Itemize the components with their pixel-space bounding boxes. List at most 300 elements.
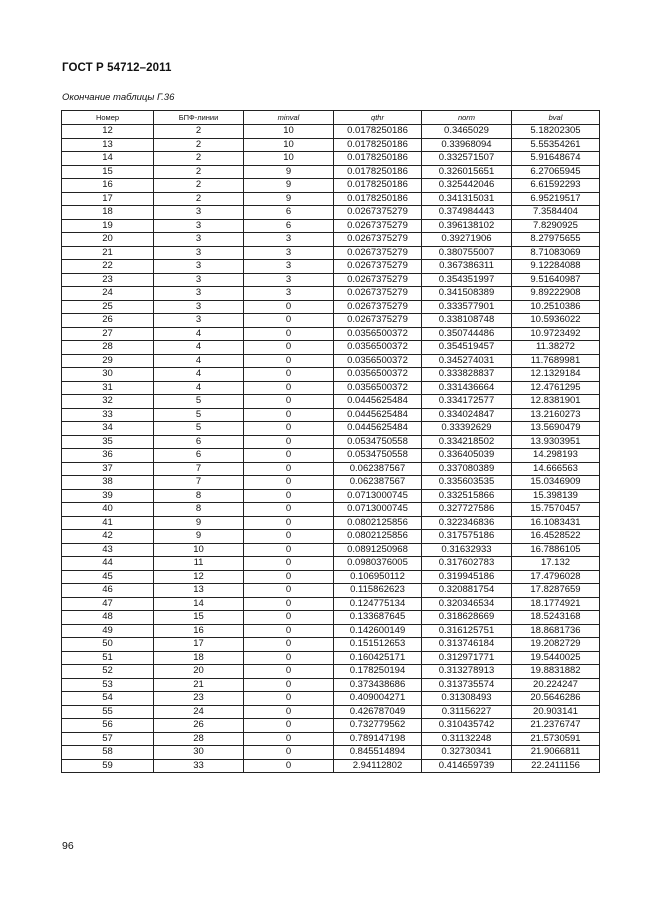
- cell-bval: 20.224247: [512, 678, 600, 692]
- cell-number: 52: [62, 665, 154, 679]
- table-row: [62, 260, 600, 274]
- cell-norm: 0.327727586: [422, 503, 512, 517]
- cell-minval: 3: [244, 233, 334, 247]
- cell-norm: 0.354351997: [422, 273, 512, 287]
- cell-bval: 13.5690479: [512, 422, 600, 436]
- cell-fft-lines: 10: [154, 543, 244, 557]
- cell-qthr: 0.0802125856: [334, 516, 422, 530]
- cell-qthr: 0.0356500372: [334, 341, 422, 355]
- cell-number: 58: [62, 746, 154, 760]
- table-row: [62, 138, 600, 152]
- cell-minval: 0: [244, 489, 334, 503]
- cell-bval: 19.2082729: [512, 638, 600, 652]
- table-row: [62, 732, 600, 746]
- cell-qthr: 0.0980376005: [334, 557, 422, 571]
- cell-norm: 0.3465029: [422, 125, 512, 139]
- cell-number: 27: [62, 327, 154, 341]
- cell-norm: 0.317575186: [422, 530, 512, 544]
- table-row: [62, 327, 600, 341]
- cell-minval: 3: [244, 287, 334, 301]
- cell-number: 59: [62, 759, 154, 773]
- cell-minval: 0: [244, 422, 334, 436]
- cell-bval: 8.71083069: [512, 246, 600, 260]
- cell-bval: 13.2160273: [512, 408, 600, 422]
- cell-bval: 7.3584404: [512, 206, 600, 220]
- header-bval: bval: [512, 111, 600, 125]
- cell-fft-lines: 28: [154, 732, 244, 746]
- cell-qthr: 0.0445625484: [334, 422, 422, 436]
- cell-fft-lines: 2: [154, 192, 244, 206]
- cell-number: 22: [62, 260, 154, 274]
- cell-fft-lines: 2: [154, 179, 244, 193]
- cell-number: 23: [62, 273, 154, 287]
- cell-qthr: 0.0891250968: [334, 543, 422, 557]
- cell-fft-lines: 3: [154, 206, 244, 220]
- cell-norm: 0.31132248: [422, 732, 512, 746]
- cell-norm: 0.319945186: [422, 570, 512, 584]
- cell-minval: 0: [244, 584, 334, 598]
- cell-norm: 0.310435742: [422, 719, 512, 733]
- cell-qthr: 0.409004271: [334, 692, 422, 706]
- table-row: [62, 395, 600, 409]
- cell-norm: 0.33968094: [422, 138, 512, 152]
- cell-number: 55: [62, 705, 154, 719]
- table-row: [62, 435, 600, 449]
- cell-qthr: 0.0534750558: [334, 435, 422, 449]
- table-row: [62, 314, 600, 328]
- cell-number: 18: [62, 206, 154, 220]
- cell-norm: 0.318628669: [422, 611, 512, 625]
- header-minval: minval: [244, 111, 334, 125]
- cell-number: 20: [62, 233, 154, 247]
- cell-fft-lines: 30: [154, 746, 244, 760]
- cell-minval: 9: [244, 179, 334, 193]
- cell-number: 26: [62, 314, 154, 328]
- cell-bval: 17.132: [512, 557, 600, 571]
- cell-norm: 0.332571507: [422, 152, 512, 166]
- cell-number: 50: [62, 638, 154, 652]
- cell-fft-lines: 5: [154, 408, 244, 422]
- cell-bval: 14.666563: [512, 462, 600, 476]
- cell-qthr: 0.0802125856: [334, 530, 422, 544]
- cell-fft-lines: 33: [154, 759, 244, 773]
- cell-bval: 19.8831882: [512, 665, 600, 679]
- cell-number: 35: [62, 435, 154, 449]
- cell-norm: 0.333577901: [422, 300, 512, 314]
- cell-number: 34: [62, 422, 154, 436]
- table-row: [62, 516, 600, 530]
- table-row: [62, 125, 600, 139]
- cell-qthr: 0.0713000745: [334, 489, 422, 503]
- document-id: ГОСТ Р 54712–2011: [62, 62, 172, 74]
- cell-bval: 9.12284088: [512, 260, 600, 274]
- cell-minval: 6: [244, 206, 334, 220]
- cell-number: 38: [62, 476, 154, 490]
- cell-norm: 0.312971771: [422, 651, 512, 665]
- cell-number: 31: [62, 381, 154, 395]
- cell-number: 15: [62, 165, 154, 179]
- cell-fft-lines: 3: [154, 300, 244, 314]
- cell-number: 28: [62, 341, 154, 355]
- table-row: [62, 368, 600, 382]
- header-qthr: qthr: [334, 111, 422, 125]
- cell-minval: 0: [244, 314, 334, 328]
- cell-bval: 17.8287659: [512, 584, 600, 598]
- table-row: [62, 759, 600, 773]
- cell-fft-lines: 24: [154, 705, 244, 719]
- cell-norm: 0.326015651: [422, 165, 512, 179]
- cell-number: 40: [62, 503, 154, 517]
- cell-minval: 0: [244, 530, 334, 544]
- cell-number: 24: [62, 287, 154, 301]
- cell-norm: 0.341508389: [422, 287, 512, 301]
- cell-qthr: 0.0267375279: [334, 246, 422, 260]
- cell-bval: 8.27975655: [512, 233, 600, 247]
- cell-qthr: 0.0356500372: [334, 368, 422, 382]
- cell-bval: 20.5646286: [512, 692, 600, 706]
- cell-norm: 0.331436664: [422, 381, 512, 395]
- cell-norm: 0.380755007: [422, 246, 512, 260]
- cell-fft-lines: 23: [154, 692, 244, 706]
- cell-minval: 0: [244, 381, 334, 395]
- cell-fft-lines: 5: [154, 422, 244, 436]
- cell-qthr: 0.062387567: [334, 462, 422, 476]
- cell-number: 45: [62, 570, 154, 584]
- cell-minval: 0: [244, 368, 334, 382]
- cell-norm: 0.313746184: [422, 638, 512, 652]
- cell-norm: 0.39271906: [422, 233, 512, 247]
- cell-bval: 5.55354261: [512, 138, 600, 152]
- cell-minval: 0: [244, 651, 334, 665]
- cell-bval: 18.1774921: [512, 597, 600, 611]
- cell-qthr: 0.0267375279: [334, 273, 422, 287]
- cell-fft-lines: 4: [154, 354, 244, 368]
- cell-fft-lines: 2: [154, 165, 244, 179]
- table-row: [62, 422, 600, 436]
- cell-fft-lines: 11: [154, 557, 244, 571]
- table-row: [62, 570, 600, 584]
- cell-fft-lines: 3: [154, 273, 244, 287]
- cell-fft-lines: 13: [154, 584, 244, 598]
- table-row: [62, 584, 600, 598]
- cell-fft-lines: 8: [154, 503, 244, 517]
- cell-qthr: 0.0713000745: [334, 503, 422, 517]
- cell-number: 46: [62, 584, 154, 598]
- cell-fft-lines: 3: [154, 287, 244, 301]
- cell-minval: 0: [244, 665, 334, 679]
- cell-fft-lines: 12: [154, 570, 244, 584]
- cell-norm: 0.334024847: [422, 408, 512, 422]
- table-row: [62, 206, 600, 220]
- cell-number: 39: [62, 489, 154, 503]
- cell-fft-lines: 17: [154, 638, 244, 652]
- table-row: [62, 503, 600, 517]
- cell-norm: 0.31156227: [422, 705, 512, 719]
- cell-qthr: 0.426787049: [334, 705, 422, 719]
- cell-fft-lines: 21: [154, 678, 244, 692]
- header-norm: norm: [422, 111, 512, 125]
- cell-qthr: 0.0267375279: [334, 287, 422, 301]
- table-row: [62, 624, 600, 638]
- table-row: [62, 476, 600, 490]
- cell-minval: 0: [244, 300, 334, 314]
- cell-fft-lines: 3: [154, 233, 244, 247]
- cell-number: 25: [62, 300, 154, 314]
- cell-bval: 7.8290925: [512, 219, 600, 233]
- cell-qthr: 0.0267375279: [334, 260, 422, 274]
- cell-qthr: 0.789147198: [334, 732, 422, 746]
- cell-number: 51: [62, 651, 154, 665]
- cell-bval: 9.89222908: [512, 287, 600, 301]
- cell-norm: 0.325442046: [422, 179, 512, 193]
- cell-qthr: 0.0178250186: [334, 125, 422, 139]
- cell-bval: 11.38272: [512, 341, 600, 355]
- cell-minval: 0: [244, 341, 334, 355]
- cell-qthr: 0.373438686: [334, 678, 422, 692]
- cell-number: 56: [62, 719, 154, 733]
- cell-bval: 21.5730591: [512, 732, 600, 746]
- cell-fft-lines: 3: [154, 314, 244, 328]
- cell-number: 54: [62, 692, 154, 706]
- cell-bval: 5.91648674: [512, 152, 600, 166]
- cell-norm: 0.317602783: [422, 557, 512, 571]
- table-row: [62, 746, 600, 760]
- cell-number: 36: [62, 449, 154, 463]
- cell-minval: 0: [244, 597, 334, 611]
- cell-qthr: 0.0178250186: [334, 192, 422, 206]
- cell-norm: 0.313735574: [422, 678, 512, 692]
- cell-qthr: 0.0267375279: [334, 206, 422, 220]
- cell-qthr: 0.0178250186: [334, 179, 422, 193]
- page-number: 96: [62, 840, 74, 852]
- cell-minval: 0: [244, 408, 334, 422]
- cell-bval: 6.27065945: [512, 165, 600, 179]
- cell-qthr: 0.0178250186: [334, 165, 422, 179]
- cell-minval: 0: [244, 719, 334, 733]
- cell-qthr: 0.0178250186: [334, 152, 422, 166]
- table-row: [62, 219, 600, 233]
- data-table: [61, 110, 600, 773]
- cell-fft-lines: 8: [154, 489, 244, 503]
- cell-qthr: 0.0445625484: [334, 408, 422, 422]
- table-row: [62, 530, 600, 544]
- cell-bval: 20.903141: [512, 705, 600, 719]
- cell-qthr: 0.178250194: [334, 665, 422, 679]
- cell-qthr: 0.062387567: [334, 476, 422, 490]
- cell-norm: 0.336405039: [422, 449, 512, 463]
- cell-minval: 0: [244, 476, 334, 490]
- cell-norm: 0.396138102: [422, 219, 512, 233]
- cell-minval: 0: [244, 678, 334, 692]
- cell-minval: 3: [244, 246, 334, 260]
- cell-minval: 0: [244, 638, 334, 652]
- cell-number: 57: [62, 732, 154, 746]
- cell-norm: 0.341315031: [422, 192, 512, 206]
- cell-number: 42: [62, 530, 154, 544]
- table-row: [62, 462, 600, 476]
- cell-qthr: 0.0356500372: [334, 327, 422, 341]
- cell-number: 16: [62, 179, 154, 193]
- cell-bval: 15.398139: [512, 489, 600, 503]
- cell-minval: 0: [244, 705, 334, 719]
- table-row: [62, 152, 600, 166]
- table-row: [62, 246, 600, 260]
- cell-norm: 0.32730341: [422, 746, 512, 760]
- cell-norm: 0.338108748: [422, 314, 512, 328]
- table-row: [62, 273, 600, 287]
- cell-qthr: 0.142600149: [334, 624, 422, 638]
- table-body: [62, 125, 600, 773]
- cell-bval: 14.298193: [512, 449, 600, 463]
- cell-qthr: 0.0267375279: [334, 219, 422, 233]
- cell-qthr: 0.0356500372: [334, 381, 422, 395]
- table-row: [62, 287, 600, 301]
- cell-bval: 16.7886105: [512, 543, 600, 557]
- cell-qthr: 0.0267375279: [334, 314, 422, 328]
- cell-bval: 15.7570457: [512, 503, 600, 517]
- cell-minval: 0: [244, 570, 334, 584]
- table-row: [62, 665, 600, 679]
- cell-number: 44: [62, 557, 154, 571]
- cell-minval: 0: [244, 327, 334, 341]
- cell-minval: 0: [244, 462, 334, 476]
- cell-fft-lines: 26: [154, 719, 244, 733]
- cell-fft-lines: 6: [154, 435, 244, 449]
- cell-bval: 19.5440025: [512, 651, 600, 665]
- cell-bval: 12.1329184: [512, 368, 600, 382]
- cell-minval: 3: [244, 273, 334, 287]
- cell-norm: 0.345274031: [422, 354, 512, 368]
- cell-norm: 0.367386311: [422, 260, 512, 274]
- cell-minval: 0: [244, 503, 334, 517]
- cell-fft-lines: 18: [154, 651, 244, 665]
- cell-fft-lines: 2: [154, 125, 244, 139]
- cell-fft-lines: 15: [154, 611, 244, 625]
- cell-fft-lines: 3: [154, 246, 244, 260]
- cell-norm: 0.337080389: [422, 462, 512, 476]
- cell-number: 49: [62, 624, 154, 638]
- cell-bval: 10.5936022: [512, 314, 600, 328]
- header-fft-lines: БПФ-линии: [154, 111, 244, 125]
- cell-qthr: 0.0178250186: [334, 138, 422, 152]
- cell-fft-lines: 4: [154, 381, 244, 395]
- cell-bval: 10.2510386: [512, 300, 600, 314]
- cell-minval: 0: [244, 759, 334, 773]
- cell-fft-lines: 7: [154, 476, 244, 490]
- cell-number: 19: [62, 219, 154, 233]
- cell-qthr: 2.94112802: [334, 759, 422, 773]
- cell-norm: 0.414659739: [422, 759, 512, 773]
- cell-bval: 18.5243168: [512, 611, 600, 625]
- cell-minval: 0: [244, 611, 334, 625]
- table-row: [62, 597, 600, 611]
- cell-qthr: 0.115862623: [334, 584, 422, 598]
- cell-norm: 0.374984443: [422, 206, 512, 220]
- cell-norm: 0.320881754: [422, 584, 512, 598]
- cell-minval: 0: [244, 692, 334, 706]
- cell-qthr: 0.732779562: [334, 719, 422, 733]
- cell-number: 43: [62, 543, 154, 557]
- table-row: [62, 719, 600, 733]
- cell-number: 41: [62, 516, 154, 530]
- table-row: [62, 449, 600, 463]
- table-row: [62, 678, 600, 692]
- cell-minval: 9: [244, 192, 334, 206]
- cell-fft-lines: 4: [154, 368, 244, 382]
- cell-number: 13: [62, 138, 154, 152]
- cell-number: 33: [62, 408, 154, 422]
- cell-norm: 0.354519457: [422, 341, 512, 355]
- cell-qthr: 0.133687645: [334, 611, 422, 625]
- cell-number: 21: [62, 246, 154, 260]
- cell-fft-lines: 4: [154, 327, 244, 341]
- cell-fft-lines: 2: [154, 138, 244, 152]
- cell-qthr: 0.0267375279: [334, 233, 422, 247]
- cell-bval: 12.4761295: [512, 381, 600, 395]
- cell-fft-lines: 9: [154, 530, 244, 544]
- header-number: Номер: [62, 111, 154, 125]
- cell-number: 14: [62, 152, 154, 166]
- table-row: [62, 233, 600, 247]
- cell-number: 12: [62, 125, 154, 139]
- cell-norm: 0.350744486: [422, 327, 512, 341]
- table-row: [62, 611, 600, 625]
- cell-norm: 0.335603535: [422, 476, 512, 490]
- cell-norm: 0.322346836: [422, 516, 512, 530]
- cell-qthr: 0.124775134: [334, 597, 422, 611]
- cell-number: 30: [62, 368, 154, 382]
- cell-minval: 0: [244, 543, 334, 557]
- cell-number: 48: [62, 611, 154, 625]
- cell-number: 47: [62, 597, 154, 611]
- cell-norm: 0.333828837: [422, 368, 512, 382]
- cell-fft-lines: 20: [154, 665, 244, 679]
- cell-minval: 3: [244, 260, 334, 274]
- cell-minval: 10: [244, 152, 334, 166]
- cell-bval: 10.9723492: [512, 327, 600, 341]
- cell-bval: 6.95219517: [512, 192, 600, 206]
- table-row: [62, 341, 600, 355]
- cell-minval: 9: [244, 165, 334, 179]
- cell-minval: 0: [244, 624, 334, 638]
- table-row: [62, 408, 600, 422]
- cell-qthr: 0.0445625484: [334, 395, 422, 409]
- cell-bval: 5.18202305: [512, 125, 600, 139]
- table-row: [62, 354, 600, 368]
- cell-bval: 16.4528522: [512, 530, 600, 544]
- cell-minval: 10: [244, 138, 334, 152]
- cell-bval: 21.9066811: [512, 746, 600, 760]
- table-row: [62, 638, 600, 652]
- cell-minval: 0: [244, 516, 334, 530]
- cell-number: 53: [62, 678, 154, 692]
- cell-minval: 10: [244, 125, 334, 139]
- cell-bval: 13.9303951: [512, 435, 600, 449]
- cell-norm: 0.31308493: [422, 692, 512, 706]
- cell-fft-lines: 3: [154, 260, 244, 274]
- cell-bval: 6.61592293: [512, 179, 600, 193]
- cell-fft-lines: 2: [154, 152, 244, 166]
- cell-bval: 22.2411156: [512, 759, 600, 773]
- cell-minval: 6: [244, 219, 334, 233]
- cell-fft-lines: 14: [154, 597, 244, 611]
- cell-norm: 0.334218502: [422, 435, 512, 449]
- cell-bval: 21.2376747: [512, 719, 600, 733]
- cell-fft-lines: 3: [154, 219, 244, 233]
- table-row: [62, 300, 600, 314]
- cell-qthr: 0.106950112: [334, 570, 422, 584]
- cell-qthr: 0.151512653: [334, 638, 422, 652]
